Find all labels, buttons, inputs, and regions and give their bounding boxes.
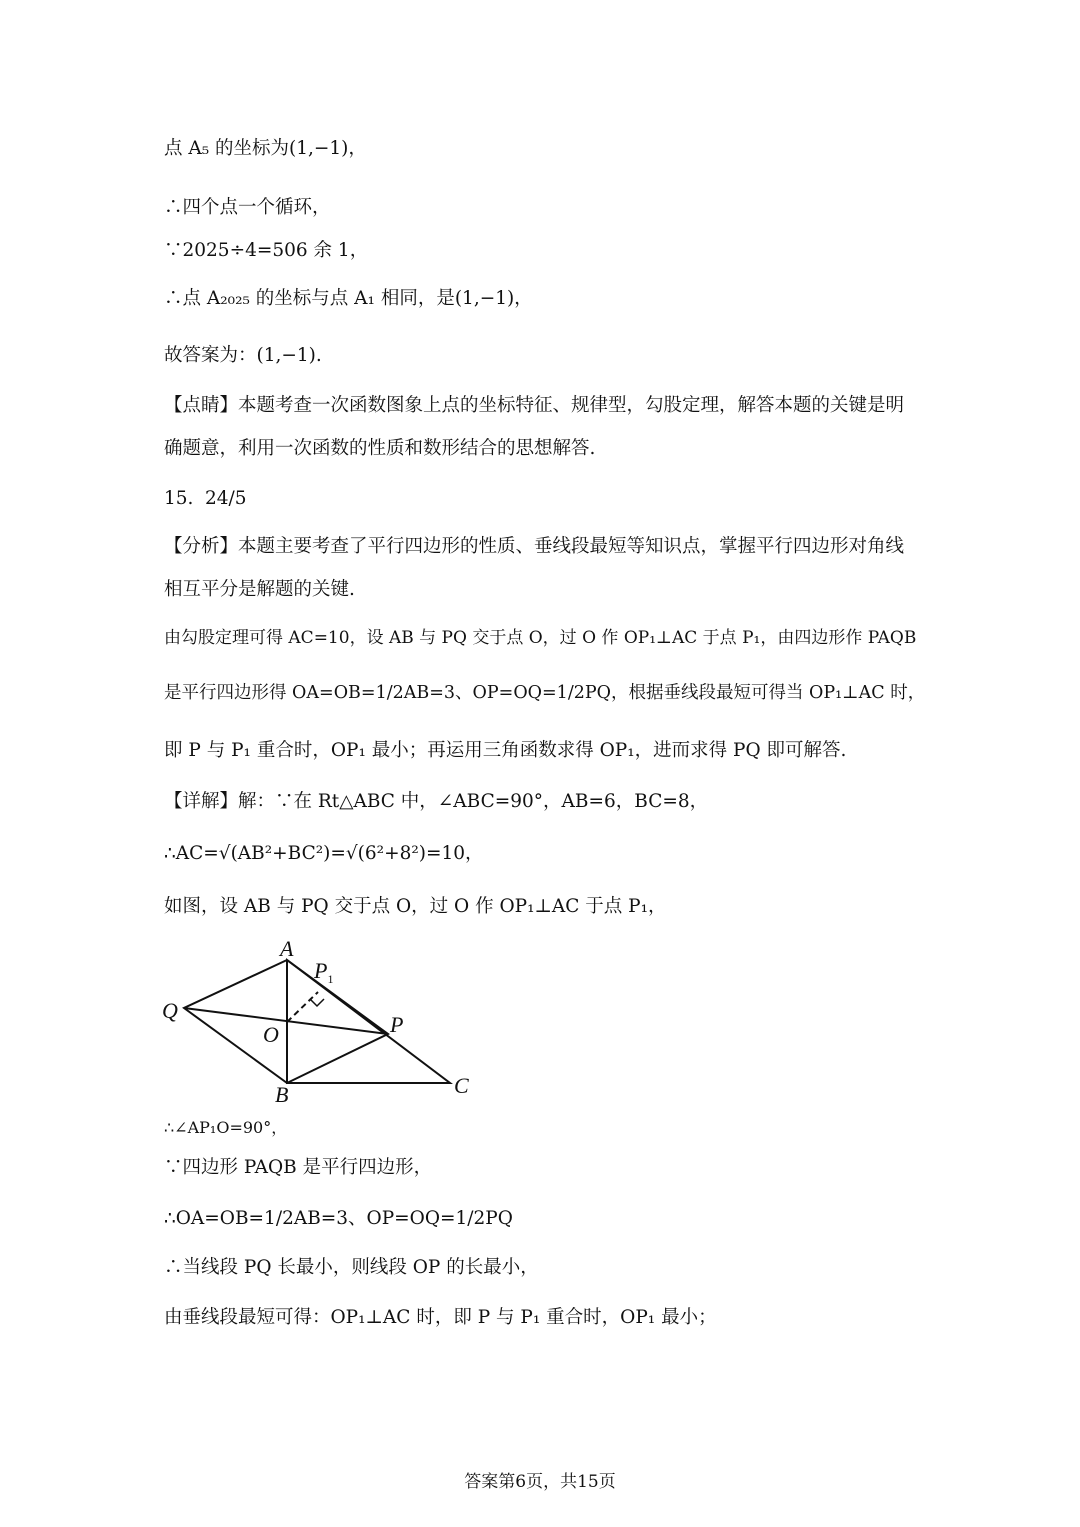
detail-line-6: ∴OA=OB=1/2AB=3、OP=OQ=1/2PQ (164, 1208, 513, 1229)
detail-line-4: ∴∠AP₁O=90°， (164, 1118, 288, 1137)
label-a: A (280, 938, 294, 961)
line-answer-14: 故答案为：(1,−1). (164, 345, 322, 366)
page-footer: 答案第6页，共15页 (464, 1472, 616, 1492)
parallelogram-diagram (160, 938, 480, 1110)
detail-line-8: 由垂线段最短可得：OP₁⊥AC 时，即 P 与 P₁ 重合时，OP₁ 最小； (164, 1307, 717, 1328)
analysis-line-b: 相互平分是解题的关键. (164, 579, 355, 600)
line-a5-coord: 点 A₅ 的坐标为(1,−1)， (164, 138, 367, 159)
analysis-line-3: 即 P 与 P₁ 重合时，OP₁ 最小；再运用三角函数求得 OP₁，进而求得 PQ 即可解答. (164, 740, 847, 761)
perpendicular-op1 (287, 992, 318, 1022)
label-p1: $P_1$ (314, 958, 334, 986)
detail-line-2: ∴AC=√(AB²+BC²)=√(6²+8²)=10， (164, 843, 484, 864)
label-p: P (390, 1012, 404, 1037)
detail-line-5: ∵四边形 PAQB 是平行四边形， (164, 1157, 433, 1178)
analysis-line-a: 【分析】本题主要考查了平行四边形的性质、垂线段最短等知识点，掌握平行四边形对角线 (164, 536, 905, 557)
label-c: C (454, 1073, 469, 1098)
comment-14-a: 【点睛】本题考查一次函数图象上点的坐标特征、规律型，勾股定理，解答本题的关键是明 (164, 395, 905, 416)
label-q: Q (162, 998, 178, 1023)
analysis-line-1: 由勾股定理可得 AC=10，设 AB 与 PQ 交于点 O，过 O 作 OP₁⊥AC 于点 P₁，由四边形作 PAQB (164, 628, 917, 648)
detail-line-1: 【详解】解：∵在 Rt△ABC 中，∠ABC=90°，AB=6，BC=8， (164, 791, 709, 812)
label-o: O (263, 1022, 279, 1047)
detail-line-7: ∴当线段 PQ 长最小，则线段 OP 的长最小， (164, 1257, 539, 1278)
line-cycle: ∴四个点一个循环， (164, 197, 331, 218)
label-b: B (275, 1082, 289, 1107)
q15-answer: 24/5 (205, 488, 247, 509)
analysis-line-2: 是平行四边形得 OA=OB=1/2AB=3、OP=OQ=1/2PQ，根据垂线段最短可得当 OP₁⊥AC 时， (164, 683, 926, 703)
q15-number: 15. (164, 488, 194, 509)
line-a2025: ∴点 A₂₀₂₅ 的坐标与点 A₁ 相同，是(1,−1)， (164, 288, 533, 309)
comment-14-b: 确题意，利用一次函数的性质和数形结合的思想解答. (164, 438, 596, 459)
line-division: ∵2025÷4=506 余 1， (164, 240, 369, 261)
detail-line-3: 如图，设 AB 与 PQ 交于点 O，过 O 作 OP₁⊥AC 于点 P₁， (164, 896, 667, 917)
right-angle-mark (310, 999, 324, 1006)
